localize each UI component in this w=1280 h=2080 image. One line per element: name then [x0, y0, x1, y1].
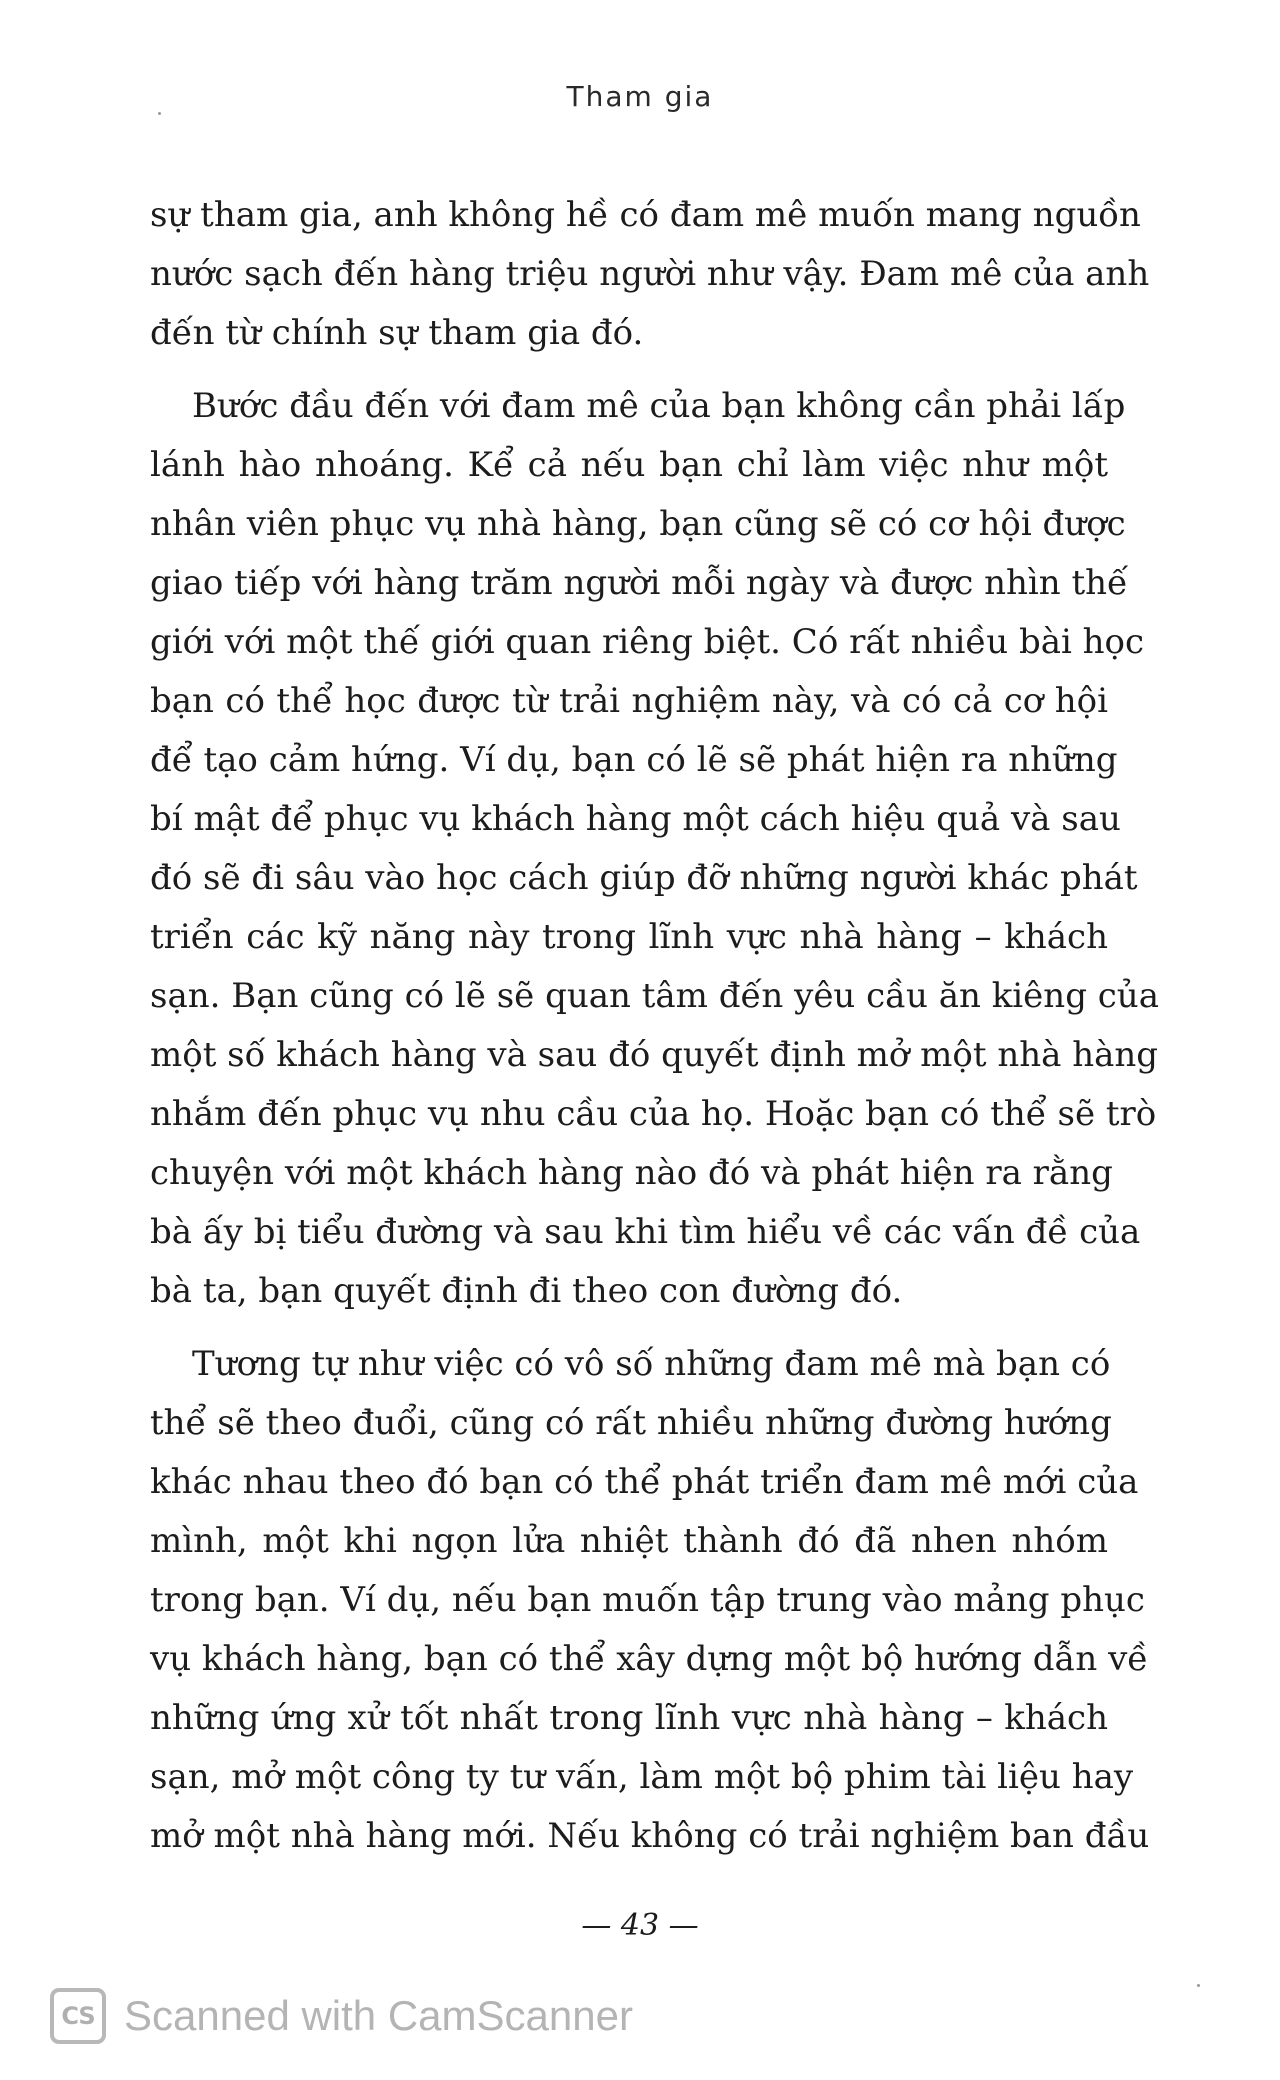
text-line: thể sẽ theo đuổi, cũng có rất nhiều những đường hướng [150, 1403, 1112, 1443]
text-line: lánh hào nhoáng. Kể cả nếu bạn chỉ làm việc như một [150, 445, 1108, 485]
text-line: sự tham gia, anh không hề có đam mê muốn mang nguồn [150, 195, 1141, 235]
text-line: giao tiếp với hàng trăm người mỗi ngày và được nhìn thế [150, 563, 1128, 603]
scan-speck [1197, 1984, 1200, 1987]
text-line: nhắm đến phục vụ nhu cầu của họ. Hoặc bạn có thể sẽ trò [150, 1094, 1157, 1134]
paragraph-3 [150, 1335, 1150, 1866]
text-line: nước sạch đến hàng triệu người như vậy. Đam mê của anh [150, 254, 1150, 294]
text-line: sạn, mở một công ty tư vấn, làm một bộ phim tài liệu hay [150, 1757, 1134, 1797]
camscanner-watermark [50, 1988, 633, 2044]
text-line: triển các kỹ năng này trong lĩnh vực nhà hàng – khách [150, 917, 1108, 957]
camscanner-logo-icon: CS [50, 1988, 106, 2044]
text-line: mở một nhà hàng mới. Nếu không có trải nghiệm ban đầu [150, 1816, 1150, 1856]
text-line: trong bạn. Ví dụ, nếu bạn muốn tập trung vào mảng phục [150, 1580, 1145, 1620]
paragraph-1 [150, 186, 1150, 363]
text-line: nhân viên phục vụ nhà hàng, bạn cũng sẽ có cơ hội được [150, 504, 1126, 544]
text-line: giới với một thế giới quan riêng biệt. Có rất nhiều bài học [150, 622, 1145, 662]
text-line: sạn. Bạn cũng có lẽ sẽ quan tâm đến yêu cầu ăn kiêng của [150, 976, 1159, 1016]
text-line: một số khách hàng và sau đó quyết định mở một nhà hàng [150, 1035, 1159, 1075]
text-line: Bước đầu đến với đam mê của bạn không cần phải lấp [192, 386, 1126, 426]
text-line: khác nhau theo đó bạn có thể phát triển đam mê mới của [150, 1462, 1139, 1502]
text-line: đó sẽ đi sâu vào học cách giúp đỡ những người khác phát [150, 858, 1138, 898]
text-line: mình, một khi ngọn lửa nhiệt thành đó đã nhen nhóm [150, 1521, 1108, 1561]
page-number: — 43 — [581, 1908, 699, 1943]
text-line: bí mật để phục vụ khách hàng một cách hiệu quả và sau [150, 799, 1121, 839]
text-line: Tương tự như việc có vô số những đam mê mà bạn có [192, 1344, 1111, 1384]
text-line: vụ khách hàng, bạn có thể xây dựng một bộ hướng dẫn về [150, 1639, 1149, 1679]
text-line: bà ta, bạn quyết định đi theo con đường đó. [150, 1271, 903, 1311]
text-line: đến từ chính sự tham gia đó. [150, 313, 644, 353]
running-head: Tham gia [566, 80, 714, 113]
watermark-text: Scanned with CamScanner [124, 1992, 633, 2039]
paragraph-2 [150, 377, 1159, 1321]
text-line: chuyện với một khách hàng nào đó và phát hiện ra rằng [150, 1153, 1113, 1193]
body-text [150, 186, 1159, 1866]
text-line: bạn có thể học được từ trải nghiệm này, và có cả cơ hội [150, 681, 1108, 721]
scan-speck [158, 112, 161, 115]
text-line: bà ấy bị tiểu đường và sau khi tìm hiểu về các vấn đề của [150, 1212, 1141, 1252]
text-line: để tạo cảm hứng. Ví dụ, bạn có lẽ sẽ phát hiện ra những [150, 740, 1118, 780]
text-line: những ứng xử tốt nhất trong lĩnh vực nhà hàng – khách [150, 1698, 1108, 1738]
